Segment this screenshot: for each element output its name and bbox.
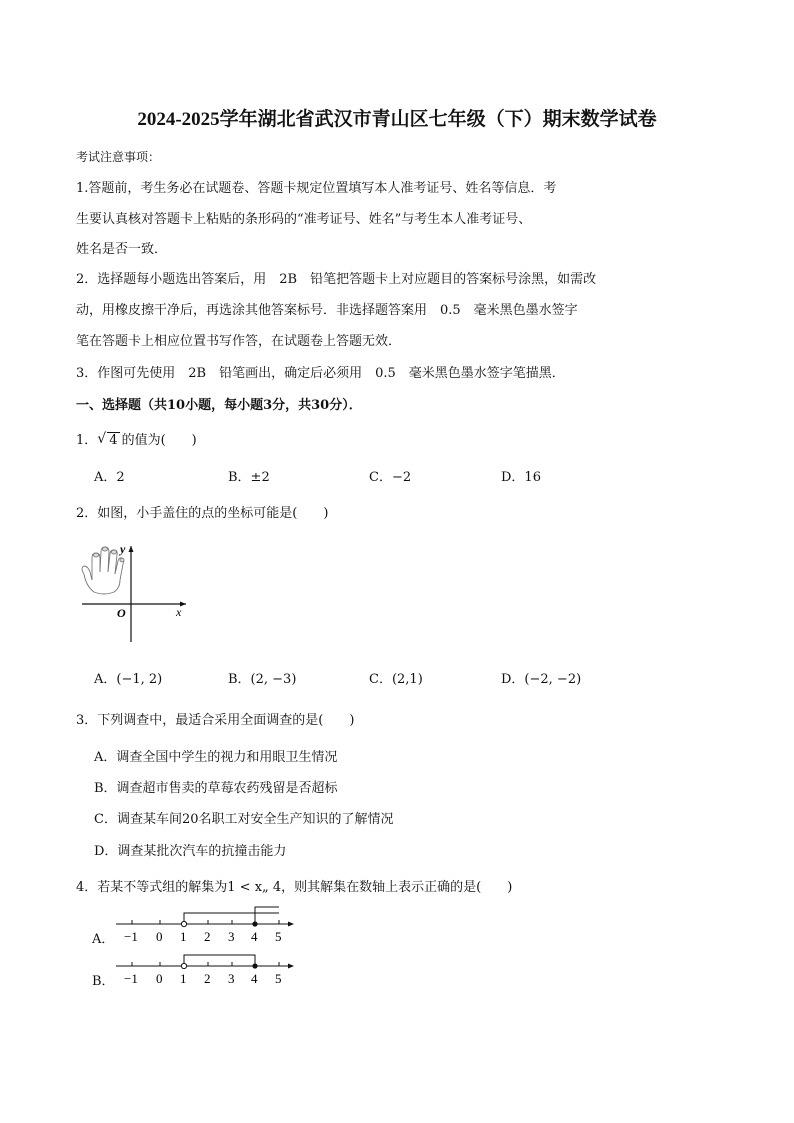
tick-label: 0 [156,971,163,986]
arrow-icon [288,964,294,969]
option-a: A． [92,932,115,947]
tick-label: −1 [124,929,138,944]
tick-label: 4 [251,971,258,986]
notice-line: 1.答题前，考生务必在试题卷、答题卡规定位置填写本人准考证号、姓名等信息．考 [76,181,557,196]
radical-sign-icon: √ [97,431,107,447]
radicand: 4 [109,433,118,448]
option-d: D．调查某批次汽车的抗撞击能力 [94,844,287,859]
origin-label: O [117,606,126,620]
tick-label: −1 [124,971,138,986]
open-point [181,963,186,968]
tick-label: 3 [228,971,235,986]
option-c: C．(2,1) [369,672,423,687]
option-b: B．±2 [228,470,270,485]
hand-icon [82,547,124,594]
question-3-stem: 3．下列调查中，最适合采用全面调查的是( ) [76,713,355,728]
notice-line: 2．选择题每小题选出答案后，用 2B 铅笔把答题卡上对应题目的答案标号涂黑，如需改 [76,272,597,287]
option-d: D．(−2, −2) [501,672,582,687]
question-stem: 的值为( ) [121,433,197,448]
tick-label: 0 [156,929,163,944]
page-title: 2024-2025学年湖北省武汉市青山区七年级（下）期末数学试卷 [137,109,657,130]
option-c: C．−2 [369,470,412,485]
option-a: A．(−1, 2) [94,672,163,687]
tick-label: 4 [251,929,258,944]
option-a: A．调查全国中学生的视力和用眼卫生情况 [94,750,338,765]
solution-bracket-1 [184,913,279,921]
option-b: B．(2, −3) [228,672,297,687]
option-d: D．16 [501,470,541,485]
notice-line: 笔在答题卡上相应位置书写作答，在试题卷上答题无效． [76,334,402,349]
option-a: A．2 [94,470,125,485]
number-line-b [112,948,302,990]
sqrt-expression [97,433,119,448]
section-heading: 一、选择题（共10小题，每小题3分，共30分）． [76,398,362,413]
question-2-stem: 2．如图，小手盖住的点的坐标可能是( ) [76,506,329,521]
tick-label: 1 [180,971,187,986]
solution-bracket-2 [255,907,279,921]
coordinate-figure [74,536,194,646]
option-b: B． [92,974,115,989]
number-line-a [112,902,302,948]
solution-bracket [184,955,255,963]
arrow-icon [288,922,294,927]
tick-label: 5 [275,971,282,986]
question-number: 1． [76,433,98,448]
tick-label: 5 [275,929,282,944]
question-4-stem: 4．若某不等式组的解集为1 < x„ 4，则其解集在数轴上表示正确的是( ) [76,880,513,895]
notice-line: 动，用橡皮擦干净后，再选涂其他答案标号．非选择题答案用 0.5 毫米黑色墨水签字 [76,303,578,318]
tick-label: 2 [204,971,211,986]
y-axis-label: y [120,542,126,556]
question-1 [76,429,197,448]
notice-heading: 考试注意事项： [76,150,161,164]
tick-label: 3 [228,929,235,944]
closed-point [252,963,257,968]
option-b: B．调查超市售卖的草莓农药残留是否超标 [94,781,338,796]
tick-label: 2 [204,929,211,944]
x-axis-label: x [176,605,182,619]
notice-line: 姓名是否一致． [76,242,168,257]
notice-line: 3．作图可先使用 2B 铅笔画出，确定后必须用 0.5 毫米黑色墨水签字笔描黑． [76,366,565,381]
y-arrow-icon [129,546,134,552]
closed-point [252,921,257,926]
open-point [181,921,186,926]
tick-label: 1 [180,929,187,944]
option-c: C．调查某车间20名职工对安全生产知识的了解情况 [94,812,394,827]
notice-line: 生要认真核对答题卡上粘贴的条形码的“准考证号、姓名”与考生本人准考证号、 [76,212,532,227]
